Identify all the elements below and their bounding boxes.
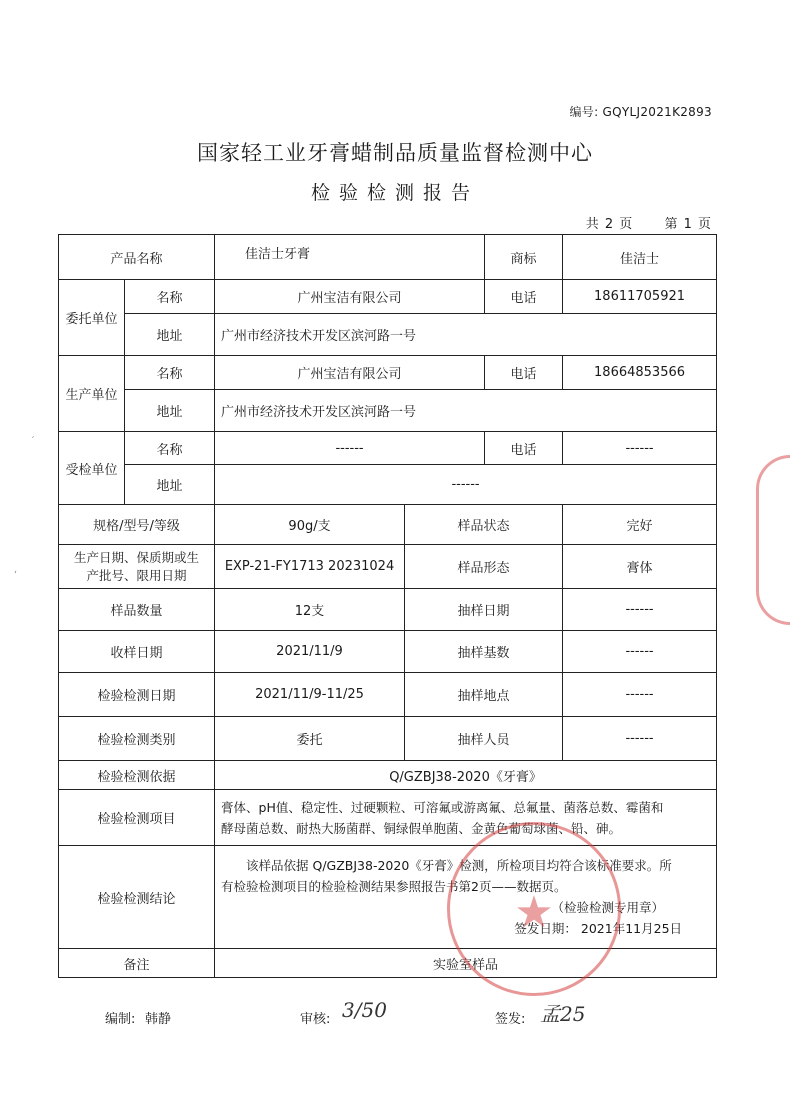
producer-address-label: 地址	[125, 390, 215, 432]
sample-form-value: 膏体	[563, 545, 717, 589]
spec-value: 90g/支	[215, 505, 405, 545]
batch-label-line1: 生产日期、保质期或生	[74, 549, 200, 565]
producer-address-value: 广州市经济技术开发区滨河路一号	[215, 390, 717, 432]
brand-label: 商标	[485, 235, 563, 280]
test-conclusion-value	[215, 846, 717, 949]
test-date-value: 2021/11/9-11/25	[215, 673, 405, 717]
spec-label: 规格/型号/等级	[59, 505, 215, 545]
serial-number: 编号: GQYLJ2021K2893	[569, 105, 712, 119]
inspected-label: 受检单位	[59, 432, 125, 505]
sample-form-label: 样品形态	[405, 545, 563, 589]
signature-row	[0, 998, 790, 1044]
entrust-address-value: 广州市经济技术开发区滨河路一号	[215, 314, 717, 356]
inspected-phone-value: ------	[563, 432, 717, 465]
scan-speck: ʻ	[14, 570, 18, 581]
sample-state-label: 样品状态	[405, 505, 563, 545]
test-conclusion-label: 检验检测结论	[59, 846, 215, 949]
row-spec	[59, 505, 717, 545]
entrust-name-value: 广州宝洁有限公司	[215, 280, 485, 314]
producer-name-value: 广州宝洁有限公司	[215, 356, 485, 390]
row-producer-address	[59, 390, 717, 432]
inspected-phone-label: 电话	[485, 432, 563, 465]
page-current: 第 1 页	[664, 217, 712, 232]
test-items-value	[215, 790, 717, 846]
conclusion-line2: 有检验检测项目的检验检测结果参照报告书第2页——数据页。	[221, 879, 567, 894]
row-conclusion	[59, 846, 717, 949]
brand-value: 佳洁士	[563, 235, 717, 280]
entrust-phone-value: 18611705921	[563, 280, 717, 314]
test-category-label: 检验检测类别	[59, 717, 215, 761]
product-value: 佳洁士牙膏	[215, 235, 485, 280]
entrust-address-label: 地址	[125, 314, 215, 356]
editor-name: 韩静	[145, 1012, 172, 1027]
batch-label-line2: 产批号、限用日期	[86, 567, 187, 583]
editor-label: 编制:	[105, 1012, 136, 1027]
reviewer-signature: 3/50	[342, 998, 387, 1022]
receipt-date-label: 收样日期	[59, 631, 215, 673]
test-items-line1: 膏体、pH值、稳定性、过硬颗粒、可溶氟或游离氟、总氟量、菌落总数、霉菌和	[221, 799, 664, 815]
sampling-base-label: 抽样基数	[405, 631, 563, 673]
row-items	[59, 790, 717, 846]
row-category	[59, 717, 717, 761]
sampling-place-label: 抽样地点	[405, 673, 563, 717]
row-batch	[59, 545, 717, 589]
row-entrust-name	[59, 280, 717, 314]
sample-state-value: 完好	[563, 505, 717, 545]
test-items-line2: 酵母菌总数、耐热大肠菌群、铜绿假单胞菌、金黄色葡萄球菌、铅、砷。	[221, 820, 622, 836]
inspected-name-value: ------	[215, 432, 485, 465]
organization-name: 国家轻工业牙膏蜡制品质量监督检测中心	[197, 141, 593, 165]
row-receipt	[59, 631, 717, 673]
entrust-phone-label: 电话	[485, 280, 563, 314]
remark-label: 备注	[59, 949, 215, 978]
inspected-name-label: 名称	[125, 432, 215, 465]
inspected-address-value: ------	[215, 465, 717, 505]
sampling-place-value: ------	[563, 673, 717, 717]
reviewer-label: 审核:	[300, 1012, 331, 1027]
row-inspected-name	[59, 432, 717, 465]
quantity-value: 12支	[215, 589, 405, 631]
perforation-seal	[756, 455, 790, 625]
row-quantity	[59, 589, 717, 631]
sampling-date-label: 抽样日期	[405, 589, 563, 631]
seal-star-icon: ★	[514, 887, 554, 938]
producer-phone-label: 电话	[485, 356, 563, 390]
report-table	[58, 234, 717, 978]
row-inspected-address	[59, 465, 717, 505]
page-indicator	[580, 213, 712, 232]
row-basis	[59, 761, 717, 790]
row-producer-name	[59, 356, 717, 390]
seal-note: （检验检测专用章）	[551, 900, 665, 915]
test-items-label: 检验检测项目	[59, 790, 215, 846]
sampler-value: ------	[563, 717, 717, 761]
sampling-date-value: ------	[563, 589, 717, 631]
producer-name-label: 名称	[125, 356, 215, 390]
test-basis-label: 检验检测依据	[59, 761, 215, 790]
batch-label	[59, 545, 215, 589]
producer-phone-value: 18664853566	[563, 356, 717, 390]
entrust-name-label: 名称	[125, 280, 215, 314]
issue-date: 签发日期： 2021年11月25日	[514, 921, 683, 936]
inspected-address-label: 地址	[125, 465, 215, 505]
row-entrust-address	[59, 314, 717, 356]
row-test-date	[59, 673, 717, 717]
issuer-signature: 孟25	[540, 1002, 586, 1026]
product-label: 产品名称	[59, 235, 215, 280]
receipt-date-value: 2021/11/9	[215, 631, 405, 673]
test-date-label: 检验检测日期	[59, 673, 215, 717]
remark-value: 实验室样品	[215, 949, 717, 978]
batch-value: EXP-21-FY1713 20231024	[215, 545, 405, 589]
test-category-value: 委托	[215, 717, 405, 761]
producer-label: 生产单位	[59, 356, 125, 432]
issuer-label: 签发:	[495, 1012, 526, 1027]
conclusion-line1: 该样品依据 Q/GZBJ38-2020《牙膏》检测，所检项目均符合该标准要求。所	[246, 858, 672, 873]
sampler-label: 抽样人员	[405, 717, 563, 761]
quantity-label: 样品数量	[59, 589, 215, 631]
row-remark	[59, 949, 717, 978]
entrust-label: 委托单位	[59, 280, 125, 356]
page-total: 共 2 页	[585, 217, 634, 232]
scan-speck: ˊ	[30, 436, 35, 447]
test-basis-value: Q/GZBJ38-2020《牙膏》	[215, 761, 717, 790]
row-product	[59, 235, 717, 280]
report-title: 检验检测报告	[310, 182, 479, 204]
sampling-base-value: ------	[563, 631, 717, 673]
